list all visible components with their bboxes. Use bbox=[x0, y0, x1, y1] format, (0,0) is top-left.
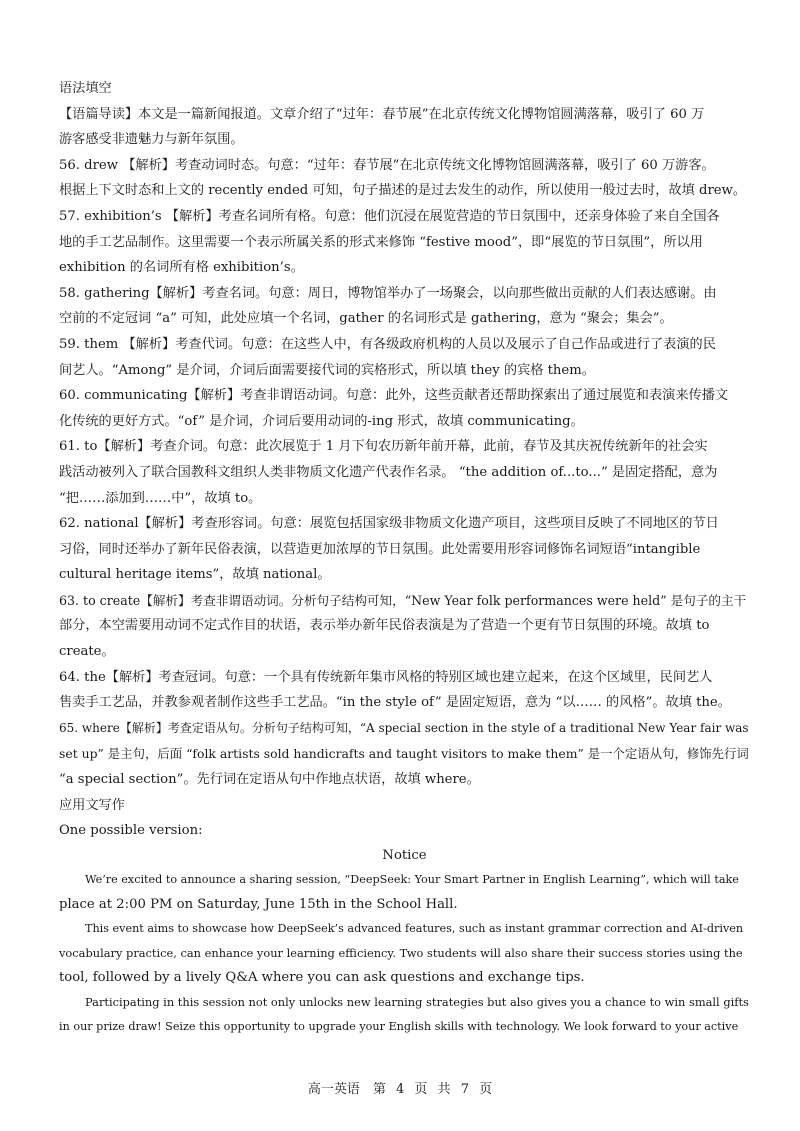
notice-paragraph-1 bbox=[59, 868, 750, 917]
answer-item-57 bbox=[59, 204, 750, 281]
answer-line: 售卖手工艺品，并教参观者制作这些手工艺品。“in the style of” 是固定短语，意为 “以…… 的风格”。故填 the。 bbox=[59, 695, 731, 711]
page-footer: 高一英语 第 4 页 共 7 页 bbox=[307, 1082, 493, 1097]
section-heading-grammar: 语法填空 bbox=[59, 81, 112, 96]
section-heading-writing: 应用文写作 bbox=[59, 797, 125, 813]
answer-line: cultural heritage items”，故填 national。 bbox=[59, 567, 331, 583]
answer-line: 64. the【解析】考查冠词。句意：一个具有传统新年集市风格的特别区域也建立起来，在这个区域里，民间艺人 bbox=[59, 669, 713, 685]
paragraph-line: tool, followed by a lively Q&A where you can ask questions and exchange tips. bbox=[59, 969, 585, 985]
paragraph-line: This event aims to showcase how DeepSeek’s advanced features, such as instant grammar correction and AI-driven bbox=[85, 922, 744, 936]
answer-line: 间艺人。“Among” 是介词，介词后面需要接代词的宾格形式，所以填 they 的宾格 them。 bbox=[59, 362, 595, 378]
paragraph-line: Participating in this session not only unlocks new learning strategies but also gives you a chance to win small gifts bbox=[85, 995, 749, 1010]
answer-line: 60. communicating【解析】考查非谓语动词。句意：此外，这些贡献者还帮助探索出了通过展览和表演来传播文 bbox=[59, 388, 729, 404]
paragraph-line: place at 2:00 PM on Saturday, June 15th in the School Hall. bbox=[59, 896, 458, 912]
answer-line: “a special section”。先行词在定语从句中作地点状语，故填 where。 bbox=[59, 772, 480, 788]
notice-paragraph-3 bbox=[59, 990, 750, 1039]
answer-item-61 bbox=[59, 434, 750, 511]
answer-line: exhibition 的名词所有格 exhibition’s。 bbox=[59, 260, 304, 276]
answer-line: set up” 是主句，后面 “folk artists sold handicrafts and taught visitors to make them” 是一个定语从句，修饰先行词 bbox=[59, 746, 749, 762]
answer-line: 根据上下文时态和上文的 recently ended 可知，句子描述的是过去发生的动作，所以使用一般过去时，故填 drew。 bbox=[59, 183, 747, 199]
answer-line: 化传统的更好方式。“of” 是介词，介词后要用动词的-ing 形式，故填 communicating。 bbox=[59, 413, 584, 429]
answer-line: 空前的不定冠词 “a” 可知，此处应填一个名词，gather 的名词形式是 gathering，意为 “聚会；集会”。 bbox=[59, 311, 673, 327]
answer-line: create。 bbox=[59, 644, 115, 660]
answer-line: 63. to create【解析】考查非谓语动词。分析句子结构可知，“New Year folk performances were held” 是句子的主干 bbox=[59, 592, 747, 608]
answer-item-65 bbox=[59, 716, 750, 793]
answer-item-63 bbox=[59, 588, 750, 665]
answer-line: 56. drew 【解析】考查动词时态。句意：“过年：春节展”在北京传统文化博物馆圆满落幕，吸引了 60 万游客。 bbox=[59, 157, 715, 173]
answer-line: 65. where【解析】考查定语从句。分析句子结构可知，“A special section in the style of a traditional New Year fair was bbox=[59, 720, 749, 735]
notice-paragraph-2 bbox=[59, 917, 750, 990]
answer-item-64 bbox=[59, 665, 750, 716]
paragraph-line: in our prize draw! Seize this opportunity to upgrade your English skills with technology. We look forward to your active bbox=[59, 1019, 739, 1033]
notice-title: Notice bbox=[382, 847, 427, 863]
answer-item-62 bbox=[59, 511, 750, 588]
answer-line: 地的手工艺品制作。这里需要一个表示所属关系的形式来修饰 “festive mood”，即“展览的节日氛围”，所以用 bbox=[59, 234, 703, 250]
paragraph-line: vocabulary practice, can enhance your learning efficiency. Two students will also share their success stories using the bbox=[59, 946, 743, 961]
answer-line: 57. exhibition’s 【解析】考查名词所有格。句意：他们沉浸在展览营造的节日氛围中，还亲身体验了来自全国各 bbox=[59, 208, 720, 224]
answer-line: 61. to【解析】考查介词。句意：此次展览于 1 月下旬农历新年前开幕，此前，春节及其庆祝传统新年的社会实 bbox=[59, 439, 708, 455]
answer-line: 践活动被列入了联合国教科文组织人类非物质文化遗产代表作名录。 “the addition of...to...” 是固定搭配，意为 bbox=[59, 464, 718, 480]
answer-line: 58. gathering【解析】考查名词。句意：周日，博物馆举办了一场聚会，以向那些做出贡献的人们表达感谢。由 bbox=[59, 285, 717, 301]
answer-line: 习俗，同时还举办了新年民俗表演，以营造更加浓厚的节日氛围。此处需要用形容词修饰名词短语“intangible bbox=[59, 541, 701, 557]
passage-intro-line: 【语篇导读】本文是一篇新闻报道。文章介绍了“过年：春节展”在北京传统文化博物馆圆满落幕，吸引了 60 万 bbox=[59, 106, 705, 122]
answer-line: 59. them 【解析】考查代词。句意：在这些人中，有各级政府机构的人员以及展示了自己作品或进行了表演的民 bbox=[59, 336, 716, 352]
paragraph-line: We’re excited to announce a sharing session, “DeepSeek: Your Smart Partner in English Learning”, which will take bbox=[85, 873, 739, 887]
passage-intro-line: 游客感受非遗魅力与新年氛围。 bbox=[59, 132, 244, 148]
answer-item-56 bbox=[59, 153, 750, 204]
version-label: One possible version: bbox=[59, 823, 203, 839]
answer-item-58 bbox=[59, 281, 750, 332]
answer-line: 部分，本空需要用动词不定式作目的状语，表示举办新年民俗表演是为了营造一个更有节日氛围的环境。故填 to bbox=[59, 618, 710, 634]
answer-item-59 bbox=[59, 332, 750, 383]
answer-line: “把……添加到……中”，故填 to。 bbox=[59, 490, 262, 506]
answer-item-60 bbox=[59, 383, 750, 434]
answer-line: 62. national【解析】考查形容词。句意：展览包括国家级非物质文化遗产项目，这些项目反映了不同地区的节日 bbox=[59, 516, 719, 532]
